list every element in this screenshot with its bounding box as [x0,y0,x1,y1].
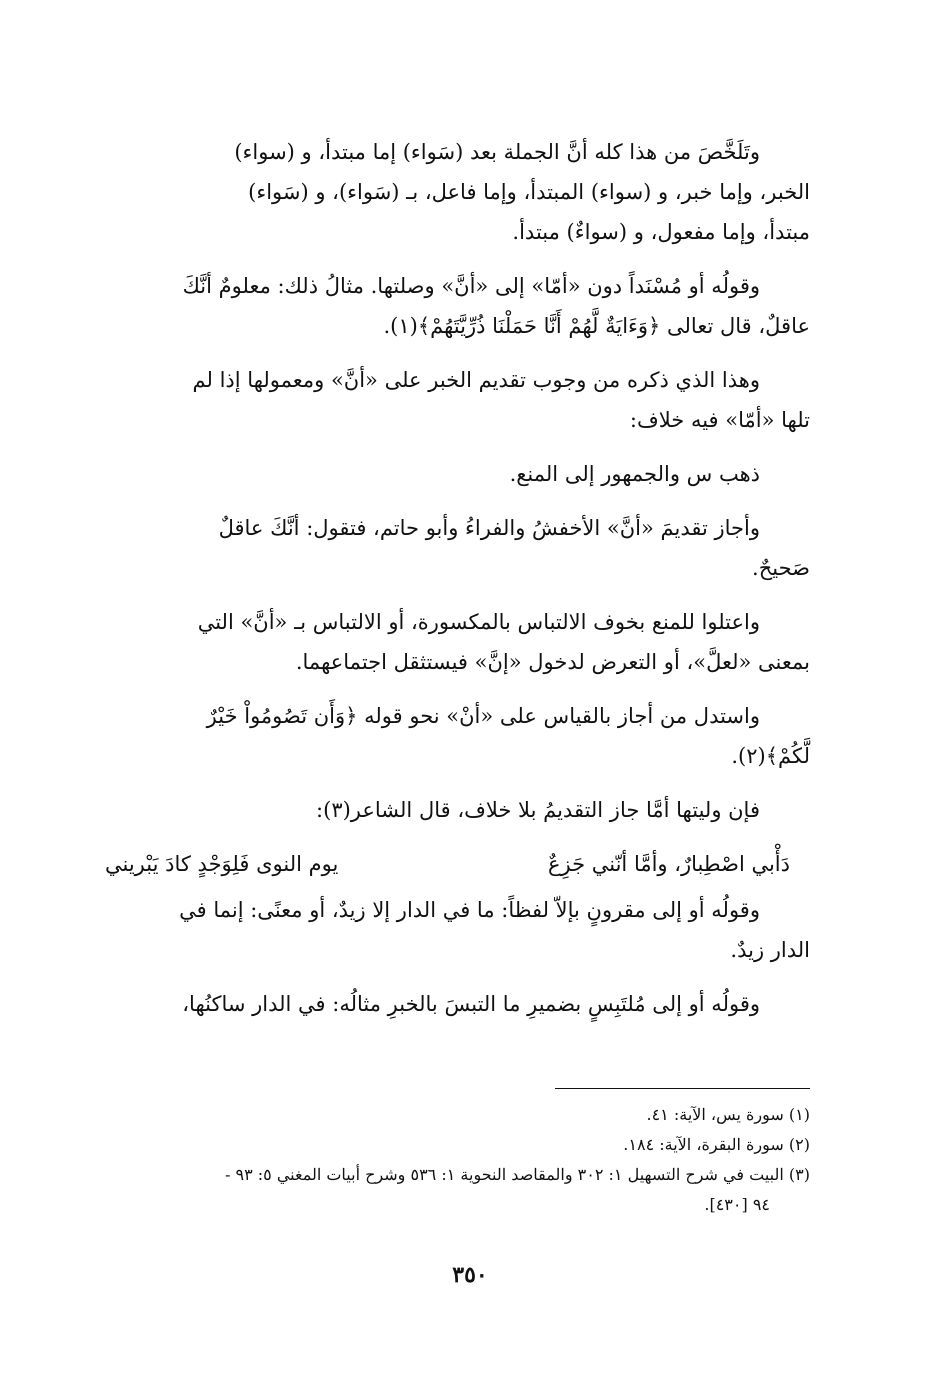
footnote [105,1130,810,1160]
text-line: الخبر، وإما خبر، و (سواء) المبتدأ، وإما فاعل، بـ (سَواء)، و (سَواء) [248,180,810,204]
footnote-number: (٢) [788,1135,810,1154]
paragraph [105,508,810,588]
footnote-text: سورة البقرة، الآية: ١٨٤. [623,1135,784,1154]
text-line: بمعنى «لعلَّ»، أو التعرض لدخول «إنَّ» فيستثقل اجتماعهما. [295,650,810,674]
text-line: عاقلٌ، قال تعالى ﴿وَءَايَةٌ لَّهُمْ أَنَّا حَمَلْنَا ذُرِّيَّتَهُمْ﴾(١). [383,314,810,338]
footnote-number: (٣) [788,1165,810,1184]
verse-first-hemistich: دَأْبي اصْطِبارٌ، وأمَّا أنّني جَزِعٌ [547,852,790,876]
footnote-text: سورة يس، الآية: ٤١. [646,1105,784,1124]
text-line: صَحيحٌ. [752,556,810,580]
paragraph [105,360,810,440]
text-line: واعتلوا للمنع بخوف الالتباس بالمكسورة، أو الالتباس بـ «أنَّ» التي [197,610,760,634]
text-line: مبتدأ، وإما مفعول، و (سواءٌ) مبتدأ. [512,220,810,244]
text-line: وهذا الذي ذكره من وجوب تقديم الخبر على «أنَّ» ومعمولها إذا لم [192,368,760,392]
paragraph [105,454,810,494]
poetry-verse [105,844,810,884]
text-line: الدار زيدٌ. [730,938,810,962]
text-line: وتَلَخَّصَ من هذا كله أنَّ الجملة بعد (سَواء) إما مبتدأ، و (سواء) [234,140,760,164]
footnotes [105,1100,810,1220]
paragraph [105,266,810,346]
text-line: تلها «أمّا» فيه خلاف: [629,408,810,432]
text-line: فإن وليتها أمَّا جاز التقديمُ بلا خلاف، قال الشاعر(٣): [316,798,760,822]
footnote-divider [555,1088,810,1089]
text-line: وقولُه أو إلى مقرونٍ بإلاّ لفظاً: ما في الدار إلا زيدٌ، أو معنًى: إنما في [179,898,760,922]
footnote-continuation: ٩٤ [٤٣٠]. [704,1195,770,1214]
paragraph [105,984,810,1024]
verse-second-hemistich: يوم النوى فَلِوَجْدٍ كادَ يَبْريني [105,852,339,876]
text-line: وقولُه أو مُسْنَداً دون «أمّا» إلى «أنَّ» وصلتها. مثالُ ذلك: معلومٌ أنَّكَ [182,274,760,298]
paragraph [105,132,810,252]
paragraph [105,602,810,682]
paragraph [105,696,810,776]
paragraph [105,890,810,970]
text-line: ذهب س والجمهور إلى المنع. [509,462,760,486]
page-number: ٣٥٠ [452,1262,488,1288]
text-line: وقولُه أو إلى مُلتَبِسٍ بضميرِ ما التبسَ بالخبرِ مثالُه: في الدار ساكنُها، [182,992,760,1016]
footnote-number: (١) [788,1105,810,1124]
footnote [105,1160,810,1220]
footnote-text: البيت في شرح التسهيل ١: ٣٠٢ والمقاصد النحوية ١: ٥٣٦ وشرح أبيات المغني ٥: ٩٣ - [224,1165,784,1184]
text-line: واستدل من أجاز بالقياس على «أنْ» نحو قوله ﴿وَأَن تَصُومُواْ خَيْرٌ [206,704,760,728]
text-line: لَّكُمْ﴾(٢). [731,744,810,768]
paragraph [105,790,810,830]
footnote [105,1100,810,1130]
text-line: وأجاز تقديمَ «أنَّ» الأخفشُ والفراءُ وأبو حاتم، فتقول: أنَّكَ عاقلٌ [218,516,760,540]
main-text [105,132,810,1038]
